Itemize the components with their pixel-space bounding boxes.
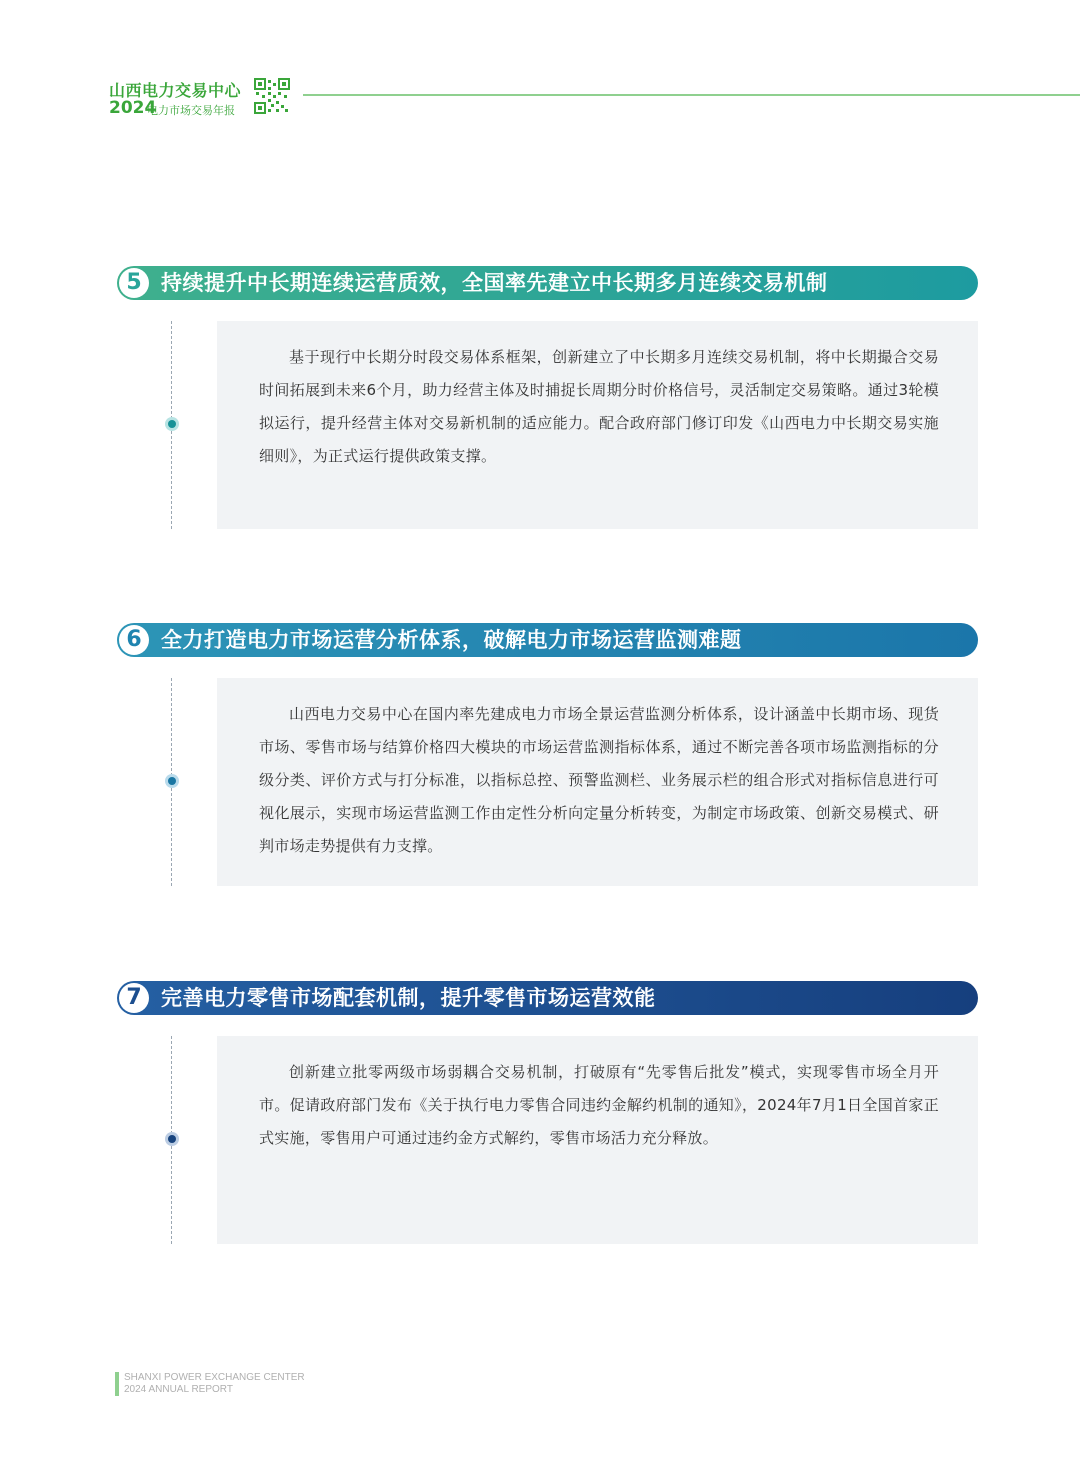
section-6-body-box [217, 678, 978, 886]
section-7-title: 完善电力零售市场配套机制，提升零售市场运营效能 [161, 986, 656, 1010]
section-7-number: 7 [119, 983, 149, 1013]
section-5-number: 5 [119, 268, 149, 298]
section-7-body-box [217, 1036, 978, 1244]
report-year: 2024 [109, 98, 157, 118]
header-rule [303, 94, 1080, 96]
section-7-banner [117, 981, 978, 1015]
page-header [109, 76, 1080, 120]
section-6-title: 全力打造电力市场运营分析体系，破解电力市场运营监测难题 [161, 628, 742, 652]
footer-org: SHANXI POWER EXCHANGE CENTER [124, 1372, 305, 1383]
section-5-body-box [217, 321, 978, 529]
section-7-timeline-dot-icon [165, 1132, 179, 1146]
section-5-title: 持续提升中长期连续运营质效，全国率先建立中长期多月连续交易机制 [161, 271, 828, 295]
section-6-body: 山西电力交易中心在国内率先建成电力市场全景运营监测分析体系，设计涵盖中长期市场、现货市场、零售市场与结算价格四大模块的市场运营监测指标体系，通过不断完善各项市场监测指标的分级分类、评价方式与打分标准，以指标总控、预警监测栏、业务展示栏的组合形式对指标信息进行可视化展示，实现市场运营监测工作由定性分析向定量分析转变，为制定市场政策、创新交易模式、研判市场走势提供有力支撑。 [259, 705, 939, 855]
qr-code-icon [254, 78, 290, 114]
footer-bar [115, 1372, 119, 1396]
org-name: 山西电力交易中心 [109, 81, 242, 100]
section-5-timeline-dot-icon [165, 417, 179, 431]
section-6-timeline-dot-icon [165, 774, 179, 788]
section-6-banner [117, 623, 978, 657]
section-5-banner [117, 266, 978, 300]
section-7-body: 创新建立批零两级市场弱耦合交易机制，打破原有“先零售后批发”模式，实现零售市场全月开市。促请政府部门发布《关于执行电力零售合同违约金解约机制的通知》，2024年7月1日全国首家正式实施，零售用户可通过违约金方式解约，零售市场活力充分释放。 [259, 1063, 939, 1147]
report-subtitle: 电力市场交易年报 [147, 104, 235, 117]
section-6-number: 6 [119, 625, 149, 655]
footer-report: 2024 ANNUAL REPORT [124, 1384, 233, 1395]
section-5-body: 基于现行中长期分时段交易体系框架，创新建立了中长期多月连续交易机制，将中长期撮合交易时间拓展到未来6个月，助力经营主体及时捕捉长周期分时价格信号，灵活制定交易策略。通过3轮模拟运行，提升经营主体对交易新机制的适应能力。配合政府部门修订印发《山西电力中长期交易实施细则》，为正式运行提供政策支撑。 [259, 348, 939, 465]
